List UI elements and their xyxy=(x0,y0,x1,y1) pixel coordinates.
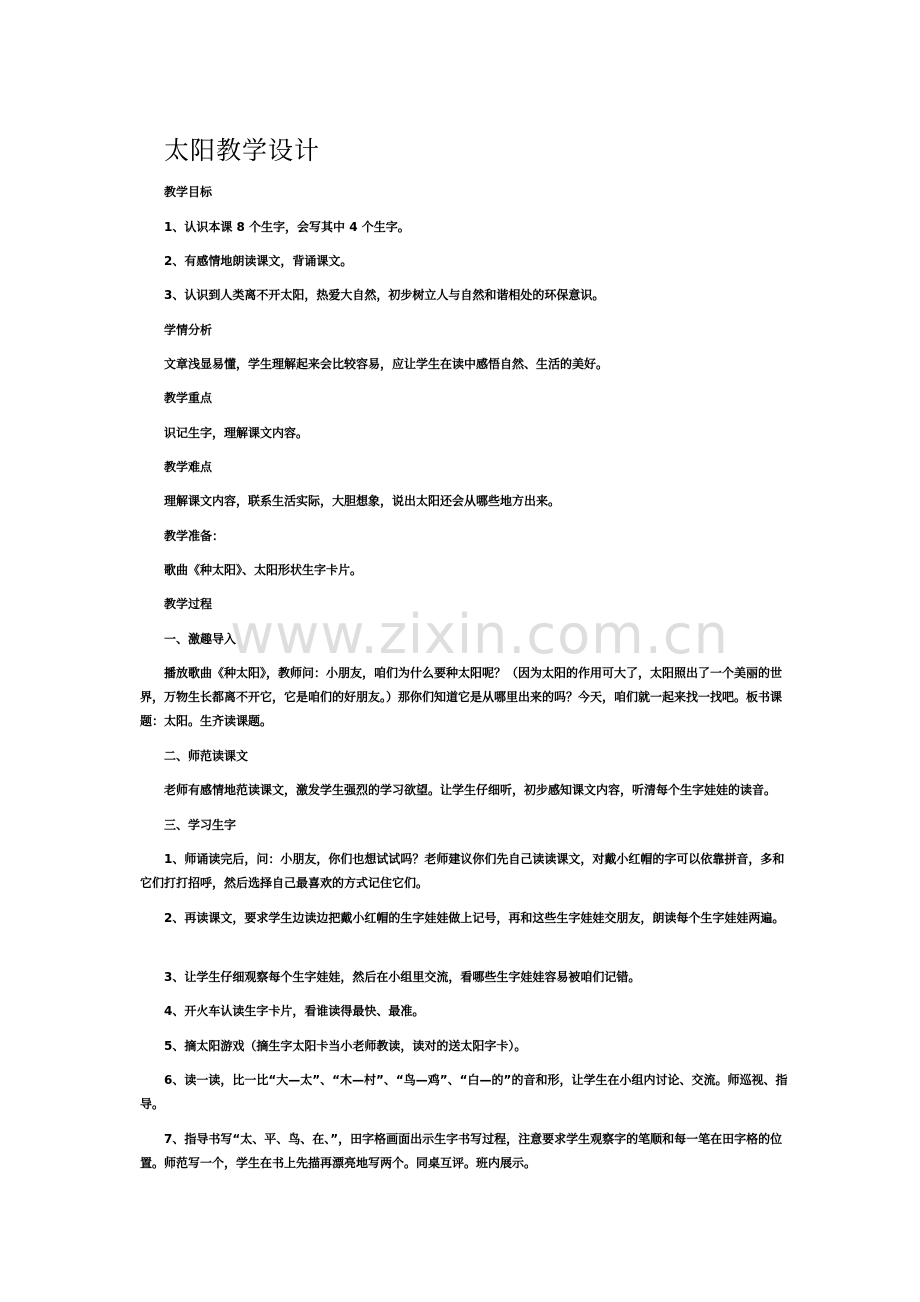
section-2-heading: 二、师范读课文 xyxy=(164,749,249,763)
step-3: 3、让学生仔细观察每个生字娃娃，然后在小组里交流，看哪些生字娃娃容易被咱们记错。 xyxy=(164,970,641,984)
section-1-heading: 一、激趣导入 xyxy=(164,632,237,646)
heading-preparation: 教学准备： xyxy=(164,529,225,543)
step-1: 1、师诵读完后，问：小朋友，你们也想试试吗？老师建议你们先自己读读课文，对戴小红帽的字可以依靠拼音，多和它们打打招呼，然后选择自己最喜欢的方式记住它们。 xyxy=(140,852,785,890)
difficulties-text: 理解课文内容，联系生活实际，大胆想象，说出太阳还会从哪些地方出来。 xyxy=(164,494,561,508)
heading-difficulties: 教学难点 xyxy=(164,460,213,474)
goal-3: 3、认识到人类离不开太阳，热爱大自然，初步树立人与自然和谐相处的环保意识。 xyxy=(164,288,605,302)
step-6: 6、读一读，比一比“大—太”、“木—村”、“鸟—鸡”、“白—的”的音和形，让学生在小组内讨论、交流。师巡视、指导。 xyxy=(140,1073,788,1111)
step-5: 5、摘太阳游戏（摘生字太阳卡当小老师教读，读对的送太阳字卡）。 xyxy=(164,1039,527,1053)
section-1-text: 播放歌曲《种太阳》，教师问：小朋友，咱们为什么要种太阳呢？（因为太阳的作用可大了，太阳照出了一个美丽的世界，万物生长都离不开它，它是咱们的好朋友。）那你们知道它是从哪里出来的吗？今天，咱们就一起来找一找吧。板书课题：太阳。生齐读课题。 xyxy=(140,666,783,728)
goal-1: 1、认识本课 8 个生字，会写其中 4 个生字。 xyxy=(164,220,410,234)
section-2-text: 老师有感情地范读课文，激发学生强烈的学习欲望。让学生仔细听，初步感知课文内容，听清每个生字娃娃的读音。 xyxy=(164,783,777,797)
heading-key-points: 教学重点 xyxy=(164,391,213,405)
heading-teaching-goals: 教学目标 xyxy=(164,185,213,199)
step-7: 7、指导书写“太、平、鸟、在、”，田字格画面出示生字书写过程，注意要求学生观察字的笔顺和每一笔在田字格的位置。师范写一个，学生在书上先描再漂亮地写两个。同桌互评。班内展示。 xyxy=(140,1132,783,1170)
watermark: www.zixin.com.cn xyxy=(230,603,729,666)
section-3-heading: 三、学习生字 xyxy=(164,818,237,832)
step-2: 2、再读课文，要求学生边读边把戴小红帽的生字娃娃做上记号，再和这些生字娃娃交朋友，朗读每个生字娃娃两遍。 xyxy=(164,911,785,925)
heading-process: 教学过程 xyxy=(164,597,213,611)
preparation-text: 歌曲《种太阳》、太阳形状生字卡片。 xyxy=(164,563,363,577)
step-4: 4、开火车认读生字卡片，看谁读得最快、最准。 xyxy=(164,1004,425,1018)
student-analysis-text: 文章浅显易懂，学生理解起来会比较容易，应让学生在读中感悟自然、生活的美好。 xyxy=(164,357,609,371)
key-points-text: 识记生字，理解课文内容。 xyxy=(164,426,309,440)
goal-2: 2、有感情地朗读课文，背诵课文。 xyxy=(164,254,353,268)
document-title: 太阳教学设计 xyxy=(164,136,321,165)
heading-student-analysis: 学情分析 xyxy=(164,323,213,337)
